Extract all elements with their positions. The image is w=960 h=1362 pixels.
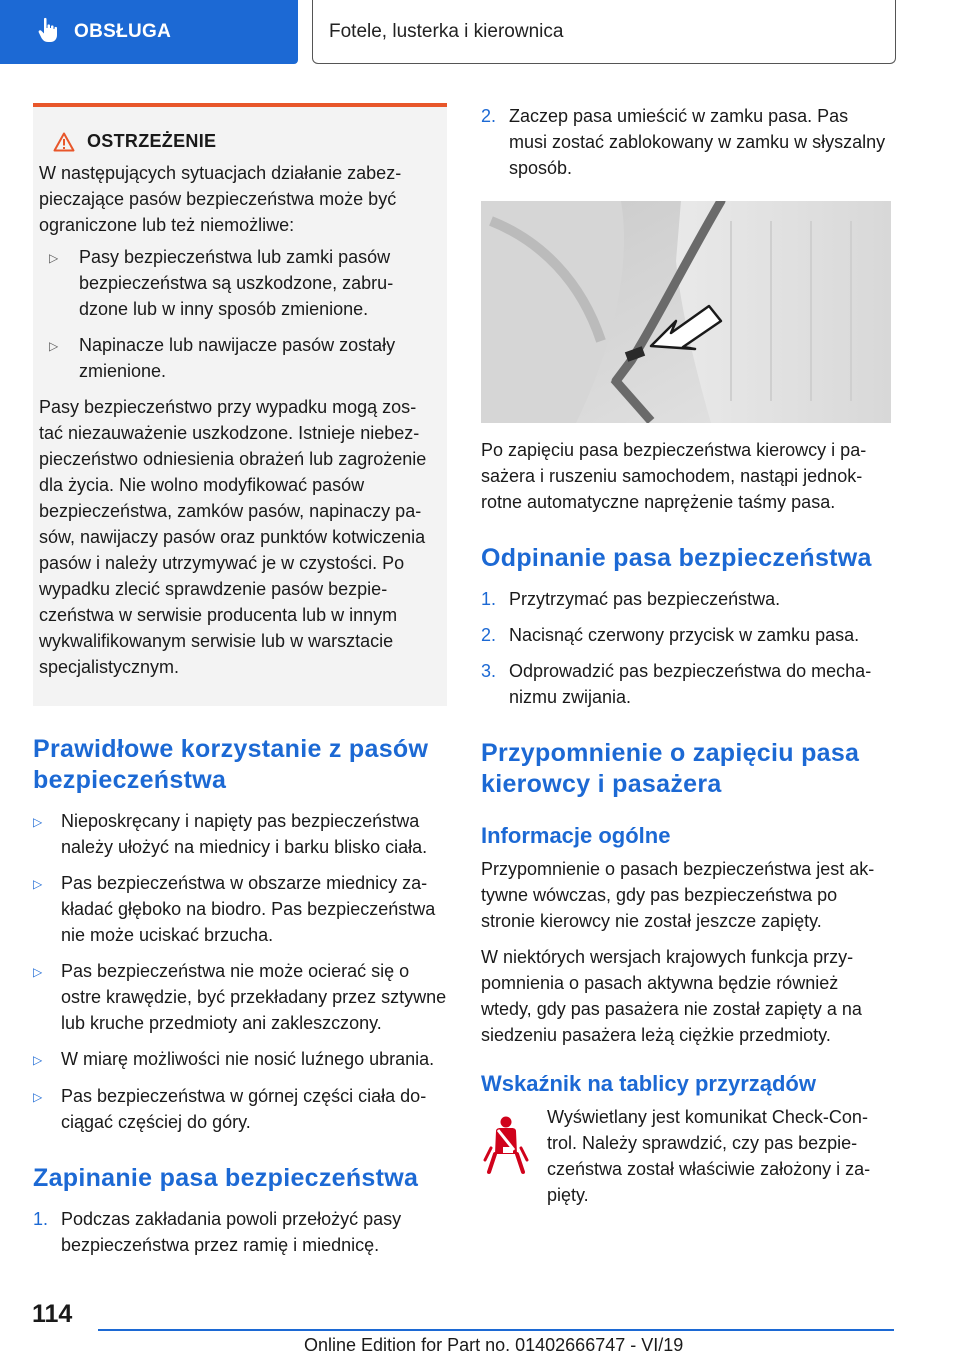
warning-intro: W następujących sytuacjach działanie zabezpieczające pasów bezpieczeństwa może być ograniczone lub też niemożliwe: (39, 163, 402, 235)
hand-pointer-icon (38, 17, 60, 48)
heading-fastening: Zapinanie pasa bezpieczeństwa (33, 1164, 419, 1192)
triangle-bullet-icon: ▷ (33, 1090, 43, 1104)
warning-body: Pasy bezpieczeństwo przy wypadku mogą zostać niezauważenie uszkodzone. Istnieje niebezpieczeństwo odniesienia obrażeń lub zagrożenie dla życia. Nie wolno modyfikować pasów bezpieczeństwa, zamków pasów, napinaczy pasów, nawijaczy pasów oraz punktów kotwiczenia pasów i należy utrzymywać je w czystości. Po wypadku zlecić sprawdzenie pasów bezpieczeństwa w serwisie producenta lub w innym wykwalifikowanym serwisie lub w warsztacie specjalistycznym. (39, 397, 427, 677)
heading-indicator: Wskaźnik na tablicy przyrządów (481, 1071, 816, 1096)
chapter-title: Fotele, lusterka i kierownica (312, 0, 896, 64)
triangle-bullet-icon: ▷ (33, 877, 43, 891)
warning-heading (53, 131, 433, 152)
indicator-text: Wyświetlany jest komunikat Check-Control. Należy sprawdzić, czy pas bezpieczeństwa został właściwie założony i zapięty. (547, 1107, 871, 1205)
general-info-p1: Przypomnienie o pasach bezpieczeństwa jest aktywne wówczas, gdy pas bezpieczeństwa po stronie kierowcy nie został jeszcze zapięty. (481, 859, 875, 931)
left-column (33, 103, 447, 1268)
fastening-steps-continued (481, 103, 891, 181)
triangle-bullet-icon: ▷ (33, 965, 43, 979)
warning-title: OSTRZEŻENIE (87, 131, 217, 151)
warning-box (33, 103, 447, 706)
heading-general-info: Informacje ogólne (481, 823, 671, 848)
list-item: ▷ Pas bezpieczeństwa w obszarze miednicy zakładać głęboko na biodro. Pas bezpieczeństwa nie może uciskać brzucha. (33, 870, 447, 948)
footer-divider (98, 1329, 894, 1331)
general-info-p2: W niektórych wersjach krajowych funkcja przypomnienia o pasach aktywna będzie również wtedy, gdy pas pasażera nie został zapięty a na siedzeniu pasażera leżą ciężkie przedmioty. (481, 947, 862, 1045)
fastening-steps (33, 1206, 447, 1258)
indicator-block (481, 1104, 891, 1208)
page-header (0, 0, 960, 66)
edition-note: Online Edition for Part no. 01402666747 - VI/19 (304, 1335, 684, 1355)
list-item: ▷ Pasy bezpieczeństwa lub zamki pasów bezpieczeństwa są uszkodzone, zabrudzone lub w inny sposób zmienione. (39, 244, 433, 322)
warning-triangle-icon (53, 132, 75, 152)
list-item: 2. Zaczep pasa umieścić w zamku pasa. Pas musi zostać zablokowany w zamku w słyszalny sposób. (481, 106, 886, 178)
warning-list (39, 244, 433, 384)
correct-use-list (33, 808, 447, 1135)
right-column (481, 103, 891, 1208)
heading-reminder: Przypomnienie o zapięciu pasa kierowcy i pasażera (481, 739, 860, 798)
list-item: 1. Podczas zakładania powoli przełożyć pasy bezpieczeństwa przez ramię i miednicę. (33, 1209, 402, 1255)
seatbelt-warning-icon (481, 1104, 547, 1184)
list-item: ▷ Pas bezpieczeństwa nie może ocierać się o ostre krawędzie, być przekładany przez sztywne lub kruche przedmioty ani zakleszczony. (33, 958, 447, 1036)
list-item: ▷ Pas bezpieczeństwa w górnej części ciała dociągać częściej do góry. (33, 1083, 447, 1135)
list-item: ▷ Napinacze lub nawijacze pasów zostały zmienione. (39, 332, 433, 384)
triangle-bullet-icon: ▷ (49, 339, 59, 353)
seatbelt-illustration (481, 201, 891, 423)
unfastening-steps (481, 586, 891, 710)
section-label: OBSŁUGA (74, 21, 172, 42)
list-item: 1. Przytrzymać pas bezpieczeństwa. (481, 589, 781, 609)
triangle-bullet-icon: ▷ (33, 1053, 43, 1067)
list-item: ▷ Nieposkręcany i napięty pas bezpieczeństwa należy ułożyć na miednicy i barku blisko ciała. (33, 808, 447, 860)
list-item: ▷ W miarę możliwości nie nosić luźnego ubrania. (33, 1046, 447, 1073)
list-item: 3. Odprowadzić pas bezpieczeństwa do mechanizmu zwijania. (481, 661, 872, 707)
triangle-bullet-icon: ▷ (33, 815, 43, 829)
page-number: 114 (32, 1300, 73, 1328)
triangle-bullet-icon: ▷ (49, 251, 59, 265)
heading-unfastening: Odpinanie pasa bezpieczeństwa (481, 544, 872, 572)
section-tab[interactable] (0, 0, 298, 64)
heading-correct-use: Prawidłowe korzystanie z pasów bezpieczeństwa (33, 735, 429, 794)
list-item: 2. Nacisnąć czerwony przycisk w zamku pasa. (481, 625, 860, 645)
after-fastening-note: Po zapięciu pasa bezpieczeństwa kierowcy i pasażera i ruszeniu samochodem, nastąpi jednokrotne automatyczne naprężenie taśmy pasa. (481, 440, 867, 512)
